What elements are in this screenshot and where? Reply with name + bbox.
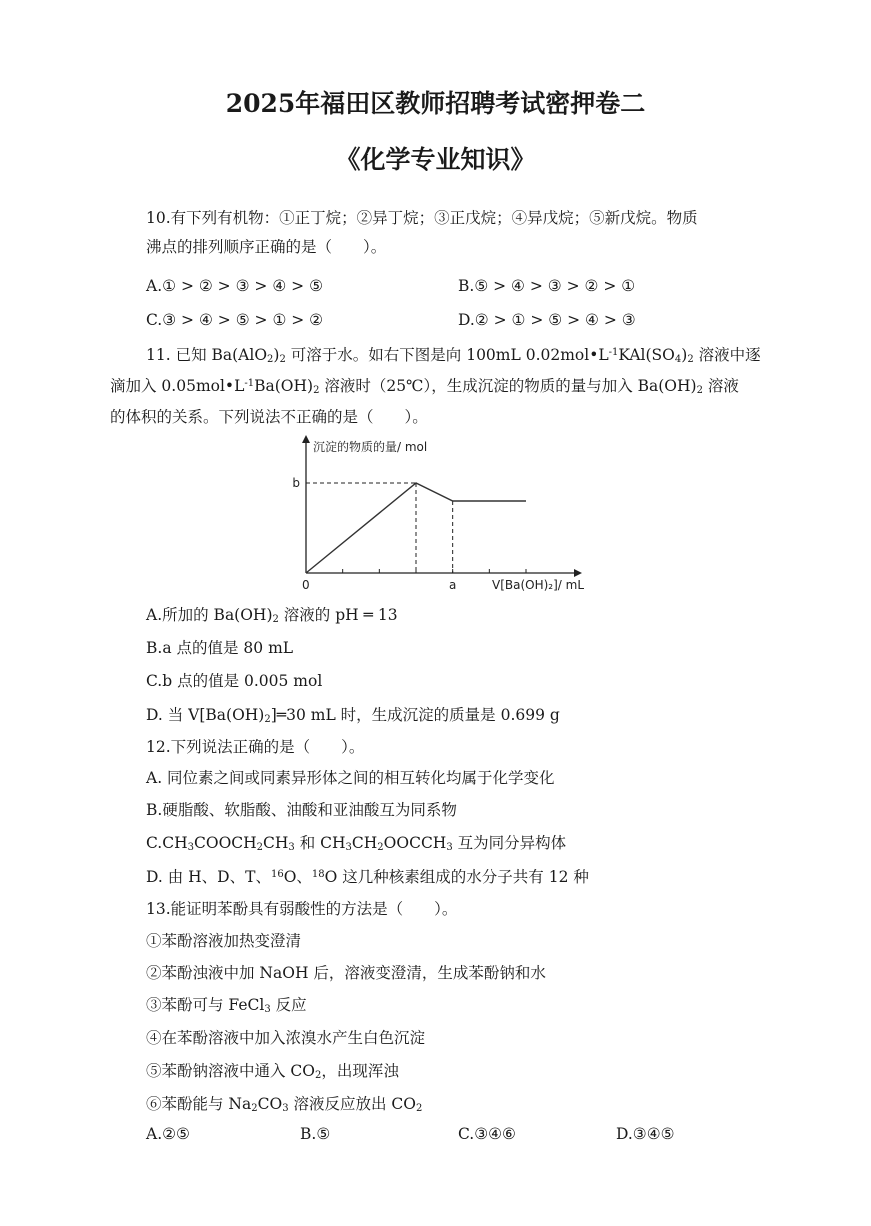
- x-axis-arrow: [574, 569, 582, 577]
- q13-option-b: B.⑤: [300, 1125, 331, 1143]
- q10-stem-line1: 10.有下列有机物：①正丁烷；②异丁烷；③正戊烷；④异戊烷；⑤新戊烷。物质: [146, 209, 698, 227]
- q12-option-c: $C.CH_3COOCH_2CH_3$ 和 $CH_3CH_2OOCCH_3$ 互为同分异构体: [146, 834, 567, 853]
- y-axis-arrow: [302, 435, 310, 443]
- q12-option-d: D. 由 H、D、T、$^{16}$O、$^{18}$O 这几种核素组成的水分子共有 12 种: [146, 868, 589, 886]
- q13-stem: 13.能证明苯酚具有弱酸性的方法是（ ）。: [146, 900, 458, 918]
- q13-statement-1: ①苯酚溶液加热变澄清: [146, 932, 302, 950]
- y-tick-label-b: b: [292, 476, 300, 490]
- q12-option-b: B.硬脂酸、软脂酸、油酸和亚油酸互为同系物: [146, 801, 457, 819]
- q11-option-b: B.a 点的值是 80 mL: [146, 639, 294, 657]
- q11-stem-line3: 的体积的关系。下列说法不正确的是（ ）。: [110, 408, 428, 426]
- y-axis-label: 沉淀的物质的量/ mol: [313, 440, 428, 454]
- q13-option-d: D.③④⑤: [616, 1125, 675, 1143]
- q13-statement-6: ⑥苯酚能与 $Na_2CO_3$ 溶液反应放出 $CO_2$: [146, 1095, 423, 1114]
- q13-option-c: C.③④⑥: [458, 1125, 516, 1143]
- q10-stem-line2: 沸点的排列顺序正确的是（ ）。: [146, 238, 387, 256]
- page-title: 2025年福田区教师招聘考试密押卷二: [225, 89, 646, 118]
- q11-option-a: A.所加的 $Ba(OH)_2$ 溶液的 pH ═ 13: [146, 606, 398, 625]
- q11-stem-line1: 11. 已知 $Ba(AlO_2)_2$ 可溶于水。如右下图是向 100mL $0.02mol•L^{-1}KAl(SO_4)_2$ 溶液中逐: [146, 346, 761, 365]
- q11-stem-line2: 滴加入 $0.05mol•L^{-1}Ba(OH)_2$ 溶液时（25℃），生成沉淀的物质的量与加入 $Ba(OH)_2$ 溶液: [110, 377, 739, 396]
- precipitate-chart: [280, 433, 590, 599]
- page-subtitle: 《化学专业知识》: [335, 145, 536, 174]
- origin-label: 0: [302, 578, 310, 592]
- q13-statement-4: ④在苯酚溶液中加入浓溴水产生白色沉淀: [146, 1029, 426, 1047]
- q10-option-c: C.③ > ④ > ⑤ > ① > ②: [146, 311, 324, 329]
- x-axis-label: V[Ba(OH)₂]/ mL: [492, 578, 585, 592]
- q10-option-b: B.⑤ > ④ > ③ > ② > ①: [458, 277, 636, 295]
- q13-statement-2: ②苯酚浊液中加 NaOH 后，溶液变澄清，生成苯酚钠和水: [146, 964, 546, 982]
- q12-option-a: A. 同位素之间或同素异形体之间的相互转化均属于化学变化: [146, 769, 555, 787]
- x-tick-label-a: a: [448, 578, 457, 592]
- q13-option-a: A.②⑤: [146, 1125, 190, 1143]
- q13-statement-5: ⑤苯酚钠溶液中通入 $CO_2$，出现浑浊: [146, 1062, 399, 1081]
- q13-statement-3: ③苯酚可与 FeCl$_3$ 反应: [146, 996, 307, 1015]
- q10-option-d: D.② > ① > ⑤ > ④ > ③: [458, 311, 636, 329]
- q11-option-c: C.b 点的值是 0.005 mol: [146, 672, 323, 690]
- q11-option-d: D. 当 $V[Ba(OH)_2]═30$ mL 时，生成沉淀的质量是 0.699 g: [146, 706, 560, 725]
- q12-stem: 12.下列说法正确的是（ ）。: [146, 738, 365, 756]
- q10-option-a: A.① > ② > ③ > ④ > ⑤: [146, 277, 323, 295]
